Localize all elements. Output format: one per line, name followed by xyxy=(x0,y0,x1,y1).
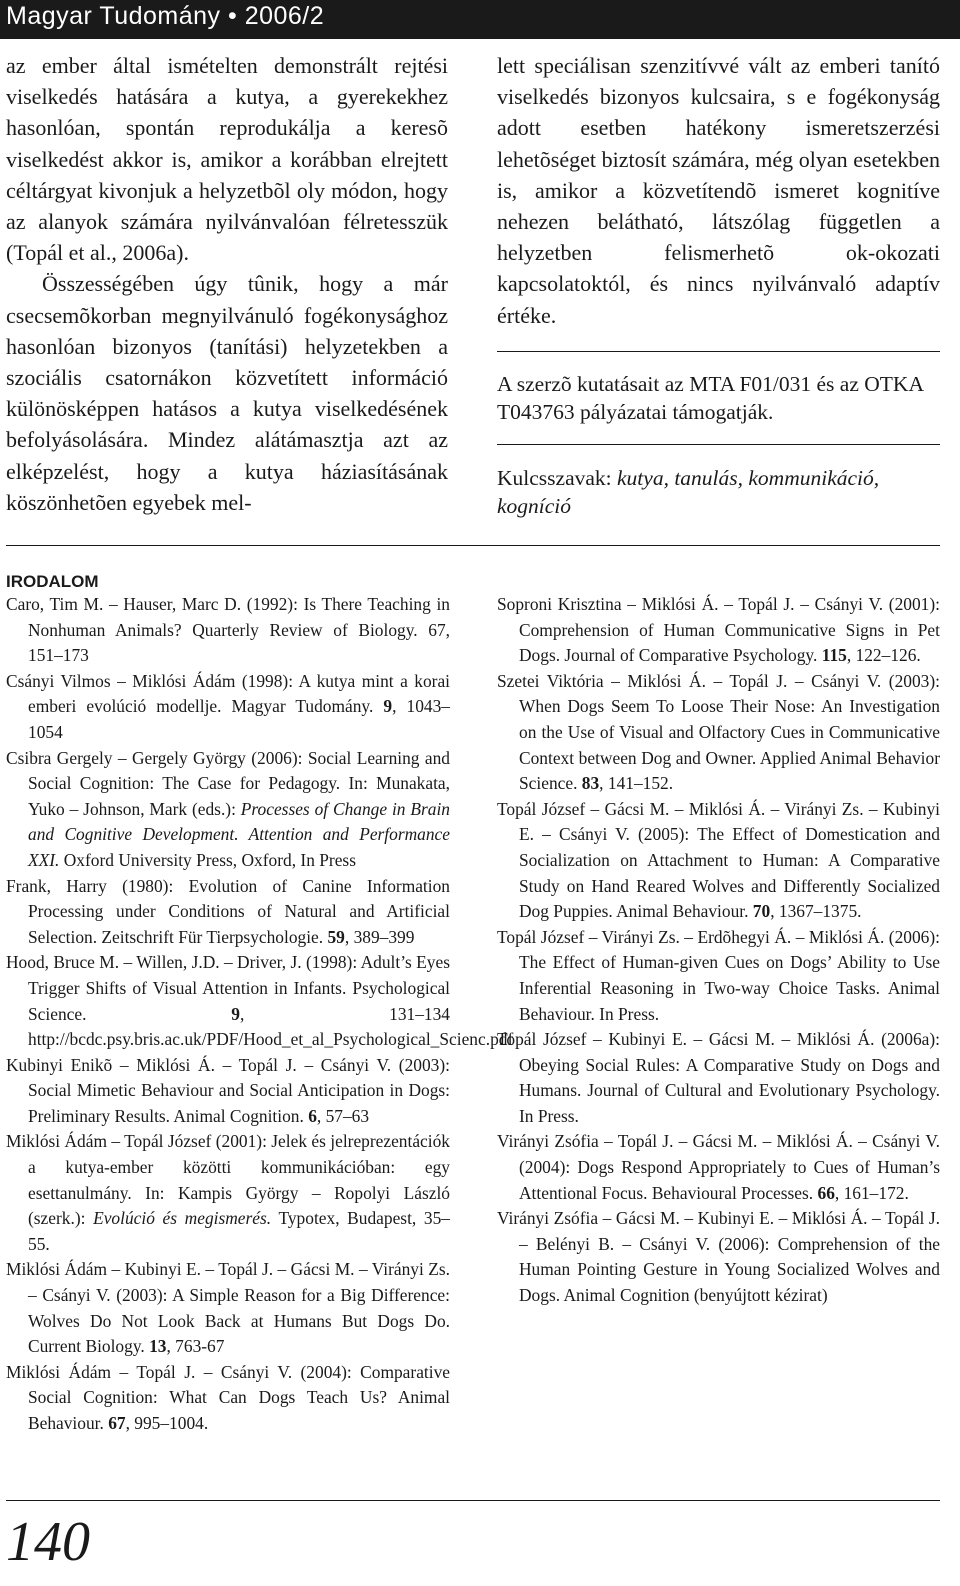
right-body-column xyxy=(497,50,940,331)
reference-vol: 59 xyxy=(327,926,345,947)
divider xyxy=(6,545,940,546)
keywords-label: Kulcsszavak: xyxy=(497,466,618,490)
reference-entry xyxy=(497,669,940,797)
reference-tail: , 57–63 xyxy=(316,1105,370,1126)
reference-pre: Virányi Zsófia – Topál J. – Gácsi M. – Miklósi Á. – Csányi V. (2004): Dogs Respond Appropriately to Cues of Human’s Attentional Focus. Behavioural Processes. xyxy=(497,1131,940,1203)
reference-pre: Frank, Harry (1980): Evolution of Canine Information Processing under Conditions of Natural and Artificial Selection. Zeitschrift Für Tierpsychologie. xyxy=(6,875,450,947)
page-number: 140 xyxy=(6,1511,90,1573)
reference-pre: Csibra Gergely – Gergely György (2006): Social Learning and Social Cognition: The Case for Pedagogy. In: Munakata, Yuko – Johnson, Mark (eds.): xyxy=(6,747,450,819)
paragraph: lett speciálisan szenzitívvé vált az emberi tanító viselkedés bizonyos kulcsaira, s e fogékonyság adott esetben hatékony ismeretszerzési lehetõséget biztosít számára, még olyan esetekben is, amikor a közvetítendõ ismeret kognitíve nehezen belátható, látszólag független a helyzetben felismerhetõ ok-okozati kapcsolatoktól, és nincs nyilvánvaló adaptív értéke. xyxy=(497,53,940,328)
reference-pre: Topál József – Gácsi M. – Miklósi Á. – Virányi Zs. – Kubinyi E. – Csányi V. (2005): The Effect of Domestication and Socialization on Attachment to Human: A Comparative Study on Hand Reared Wolves and Differently Socialized Dog Puppies. Animal Behaviour. xyxy=(497,798,940,922)
reference-pre: Miklósi Ádám – Kubinyi E. – Topál J. – Gácsi M. – Virányi Zs. – Csányi V. (2003): A Simple Reason for a Big Difference: Wolves Do Not Look Back at Humans But Dogs Do. Current Biology. xyxy=(6,1259,450,1357)
reference-tail: , 763-67 xyxy=(166,1336,225,1357)
reference-tail: , 1043–1054 xyxy=(28,696,450,742)
reference-vol: 83 xyxy=(581,773,600,794)
reference-vol: 66 xyxy=(817,1182,835,1203)
reference-entry xyxy=(497,1027,940,1129)
reference-vol: 9 xyxy=(231,1003,240,1024)
reference-vol: 70 xyxy=(752,901,771,922)
reference-pre: Szetei Viktória – Miklósi Á. – Topál J. – Csányi V. (2003): When Dogs Seem To Loose Their Nose: An Investigation on the Use of Visual and Olfactory Cues in Communicative Context between Dog and Owner. Applied Animal Behavior Science. xyxy=(497,670,940,794)
reference-it: Evolúció és megismerés. xyxy=(93,1208,272,1229)
reference-tail: , 161–172. xyxy=(834,1182,909,1203)
reference-entry xyxy=(497,797,940,925)
reference-pre: Virányi Zsófia – Gácsi M. – Kubinyi E. – Miklósi Á. – Topál J. – Belényi B. – Csányi V. (2006): Comprehension of the Human Pointing Gesture in Young Socialized Wolves and Dogs. Animal Cognition (benyújtott kézirat) xyxy=(497,1208,940,1306)
reference-tail: , 995–1004. xyxy=(125,1413,209,1433)
reference-vol: 67 xyxy=(108,1413,126,1433)
reference-pre: Hood, Bruce M. – Willen, J.D. – Driver, J. (1998): Adult’s Eyes Trigger Shifts of Visual Attention in Infants. Psychological Science. xyxy=(6,952,450,1024)
reference-entry xyxy=(497,925,940,1027)
reference-pre: Topál József – Kubinyi E. – Gácsi M. – Miklósi Á. (2006a): Obeying Social Rules: A Comparative Study on Dogs and Humans. Journal of Cultural and Evolutionary Psychology. In Press. xyxy=(497,1029,940,1126)
reference-entry xyxy=(6,1360,450,1437)
reference-pre: Miklósi Ádám – Topál József (2001): Jelek és jelreprezentációk a kutya-ember közötti kommunikációban: egy esettanulmány. In: Kampis György – Ropolyi László (szerk.): xyxy=(6,1131,450,1229)
reference-pre: Caro, Tim M. – Hauser, Marc D. (1992): Is There Teaching in Nonhuman Animals? Quarterly Review of Biology. 67, 151–173 xyxy=(6,594,450,666)
keywords xyxy=(497,464,940,520)
reference-pre: Miklósi Ádám – Topál J. – Csányi V. (2004): Comparative Social Cognition: What Can Dogs Teach Us? Animal Behaviour. xyxy=(6,1361,450,1433)
reference-tail: , 389–399 xyxy=(344,926,415,947)
references-right-column xyxy=(497,592,940,1309)
reference-vol: 13 xyxy=(149,1336,167,1357)
reference-entry xyxy=(6,1129,450,1257)
reference-entry xyxy=(6,950,514,1052)
reference-entry xyxy=(6,746,450,874)
paragraph: Összességében úgy tûnik, hogy a már csecsemõkorban megnyilvánuló fogékonysághoz hasonlóan bizonyos (tanítási) helyzetekben a szociális csatornákon közvetített információ különösképpen hatásos a kutya viselkedésének befolyásolására. Mindez alátámasztja azt az elképzelést, hogy a kutya háziasításának köszönhetõen egyebek mel- xyxy=(6,271,448,515)
reference-it: Processes of Change in Brain and Cognitive Development. Attention and Performance XXI. xyxy=(28,798,450,870)
reference-tail: , 131–134 http://bcdc.psy.bris.ac.uk/PDF/Hood_et_al_Psychological_Scienc.pdf xyxy=(28,1003,514,1050)
reference-entry xyxy=(497,1206,940,1308)
reference-entry xyxy=(497,1129,940,1206)
acknowledgement: A szerzõ kutatásait az MTA F01/031 és az OTKA T043763 pályázatai támogatják. xyxy=(497,372,923,424)
references-heading: IRODALOM xyxy=(6,572,99,591)
reference-post: Oxford University Press, Oxford, In Press xyxy=(59,849,356,870)
journal-title: Magyar Tudomány • 2006/2 xyxy=(6,2,325,30)
divider xyxy=(497,444,940,445)
reference-entry xyxy=(6,592,450,669)
divider xyxy=(6,1500,940,1501)
running-header xyxy=(0,0,960,39)
reference-vol: 9 xyxy=(383,696,393,717)
reference-pre: Csányi Vilmos – Miklósi Ádám (1998): A kutya mint a korai emberi evolúció modellje. Magyar Tudomány. xyxy=(6,670,450,717)
reference-entry xyxy=(6,669,450,746)
reference-tail: , 122–126. xyxy=(846,645,921,666)
reference-vol: 6 xyxy=(308,1105,317,1126)
reference-post: Typotex, Budapest, 35–55. xyxy=(28,1208,450,1254)
divider xyxy=(497,351,940,352)
reference-entry xyxy=(6,1053,450,1130)
paragraph: az ember által ismételten demonstrált rejtési viselkedés hatására a kutya, a gyerekekhez hasonlóan, spontán reprodukálja a keresõ viselkedést akkor is, amikor a korábban elrejtett céltárgyat kivonjuk a helyzetbõl oly módon, hogy az alanyok számára nyilvánvalóan félretesszük (Topál et al., 2006a). xyxy=(6,53,448,266)
reference-vol: 115 xyxy=(821,645,847,666)
reference-entry xyxy=(6,1257,450,1359)
keywords-list: kutya, tanulás, kommunikáció, kogníció xyxy=(497,466,880,518)
reference-entry xyxy=(497,592,940,669)
reference-pre: Topál József – Virányi Zs. – Erdõhegyi Á. – Miklósi Á. (2006): The Effect of Human-given Cues on Dogs’ Ability to Use Inferential Reasoning in Two-way Choice Tasks. Animal Behaviour. In Press. xyxy=(497,926,940,1024)
reference-pre: Kubinyi Enikõ – Miklósi Á. – Topál J. – Csányi V. (2003): Social Mimetic Behaviour and Social Anticipation in Dogs: Preliminary Results. Animal Cognition. xyxy=(6,1054,450,1126)
reference-entry xyxy=(6,874,450,951)
reference-tail: , 141–152. xyxy=(599,773,674,794)
references-left-column xyxy=(6,592,514,1437)
left-body-column xyxy=(6,50,448,518)
reference-pre: Soproni Krisztina – Miklósi Á. – Topál J. – Csányi V. (2001): Comprehension of Human Communicative Signs in Pet Dogs. Journal of Comparative Psychology. xyxy=(497,594,940,666)
reference-tail: , 1367–1375. xyxy=(770,901,862,922)
